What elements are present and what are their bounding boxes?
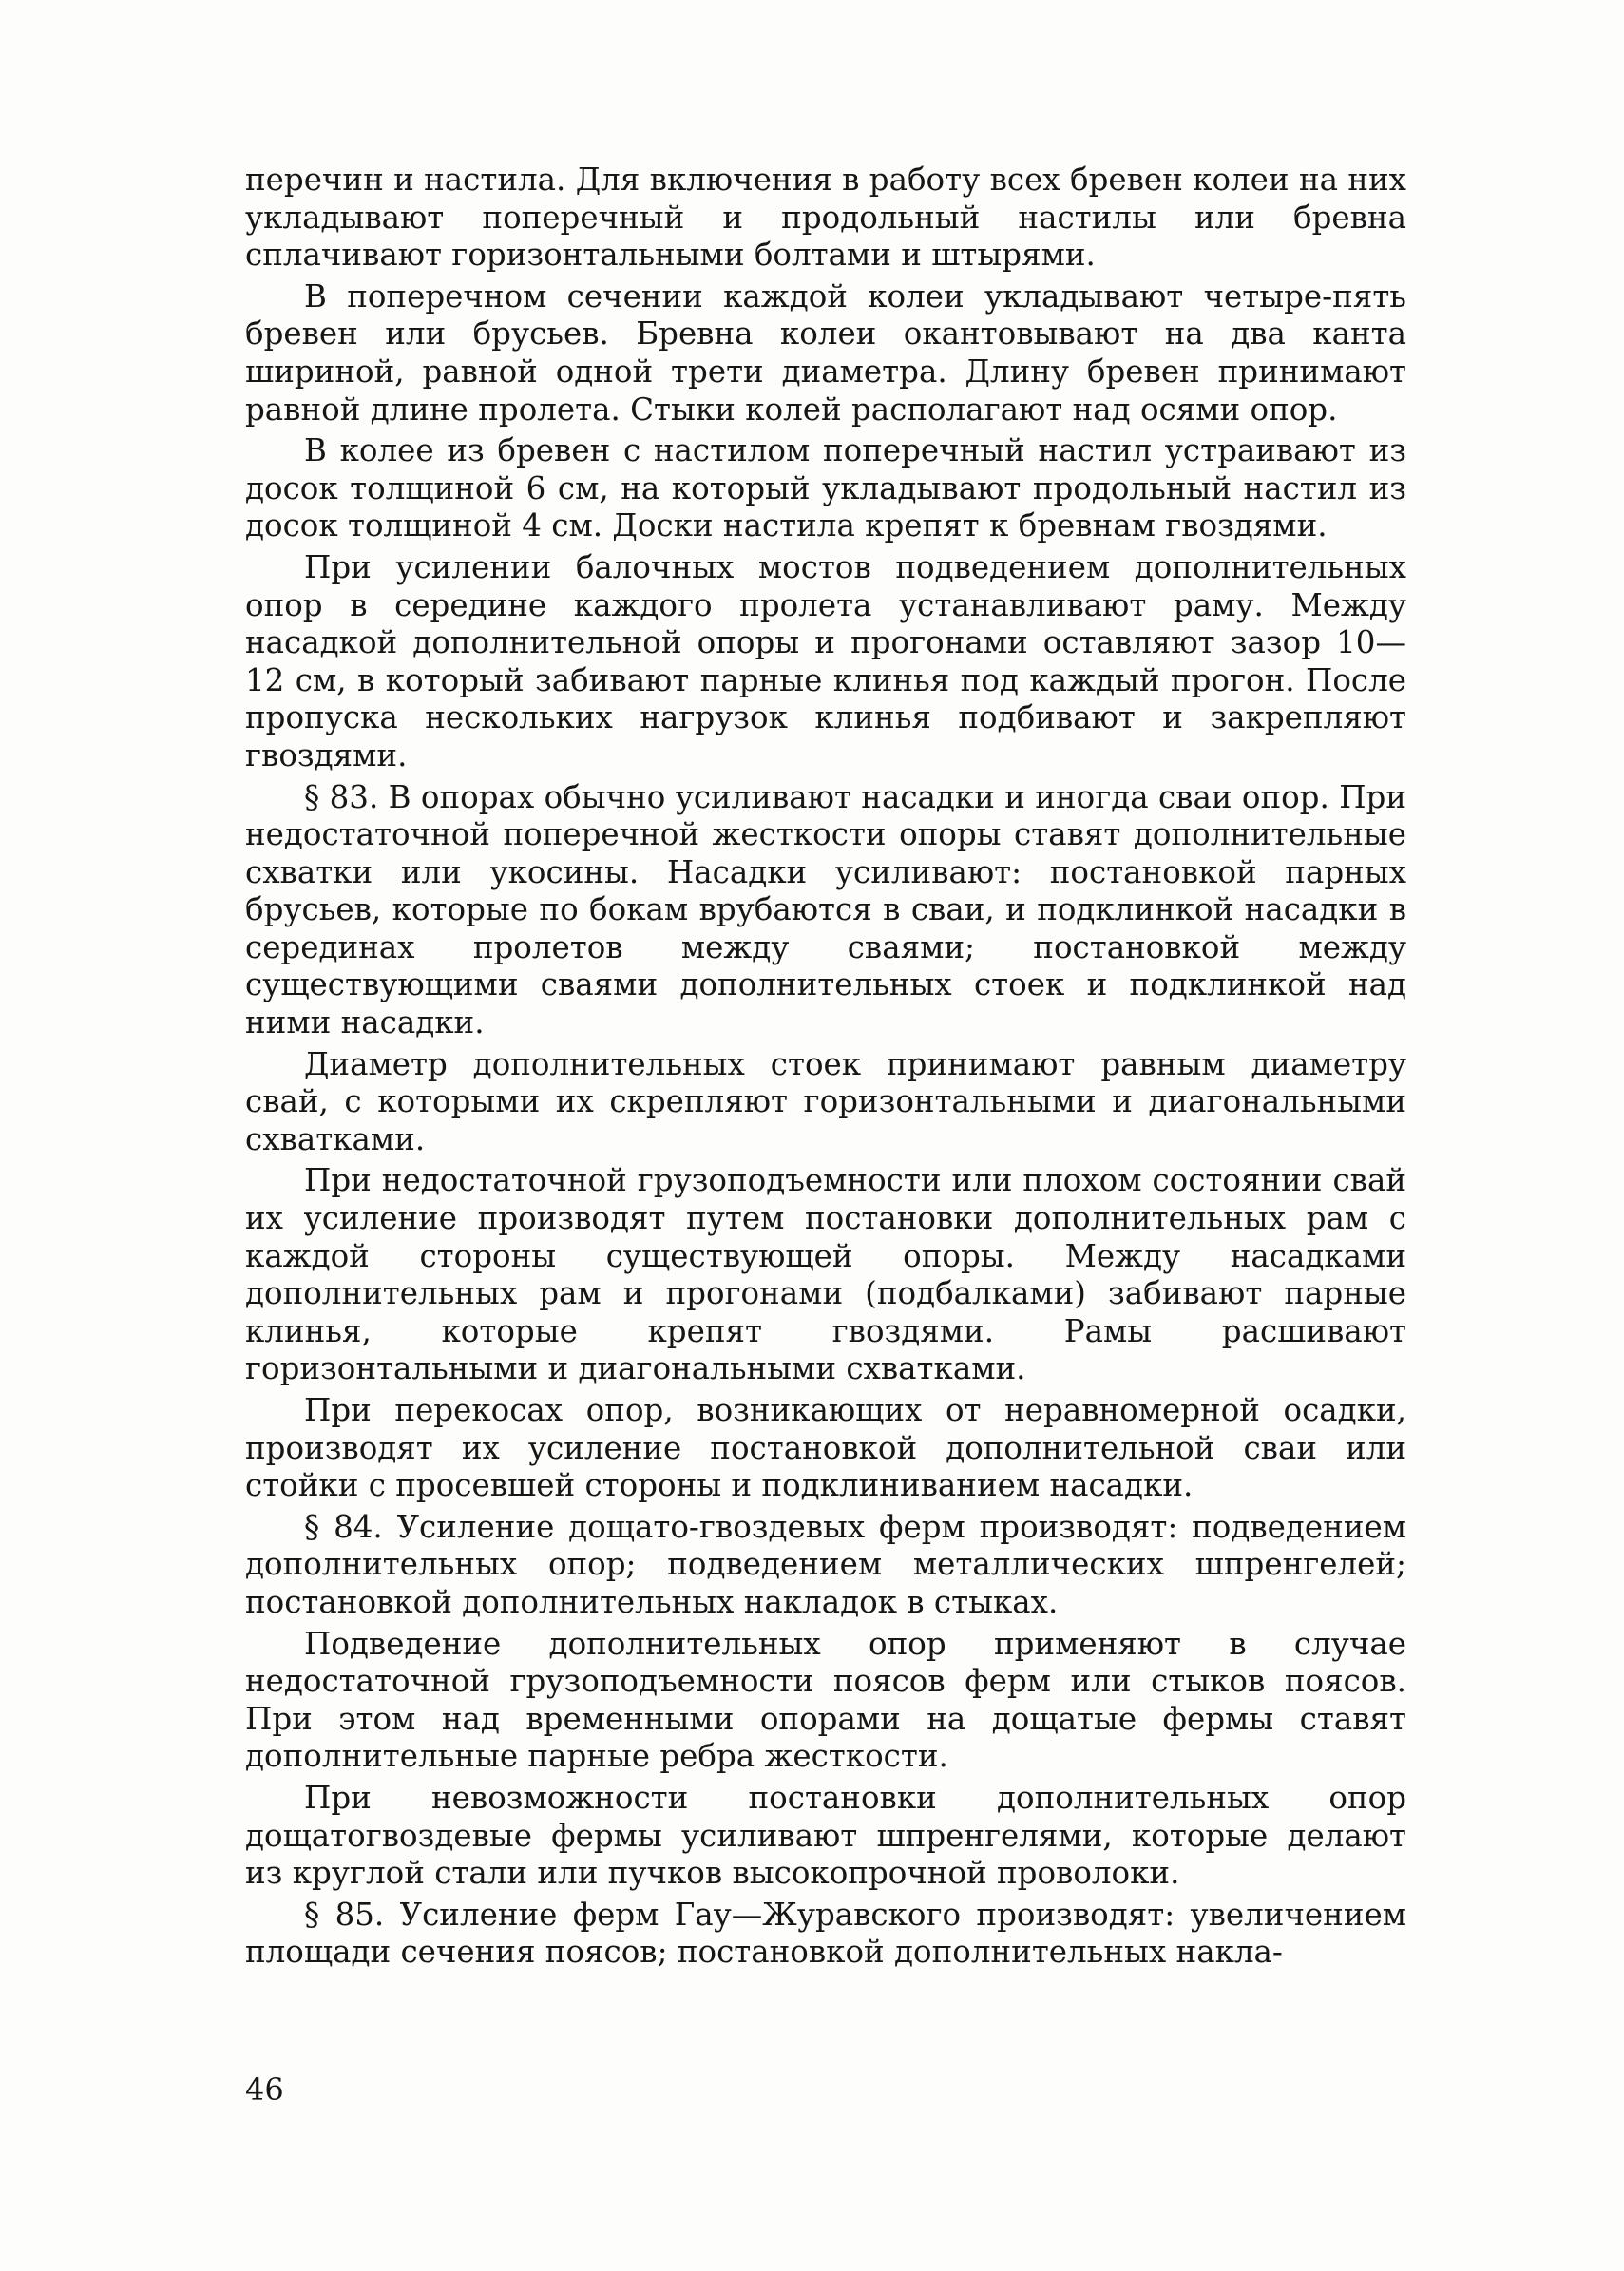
paragraph-section-85: § 85. Усиление ферм Гау—Журавского производят: увеличением площади сечения поясов; постановкой дополнительных накла-: [245, 1896, 1406, 1971]
body-text: [245, 162, 1406, 1975]
paragraph: Диаметр дополнительных стоек принимают равным диаметру свай, с которыми их скрепляют горизонтальными и диагональными схватками.: [245, 1045, 1406, 1157]
paragraph: В колее из бревен с настилом поперечный настил устраивают из досок толщиной 6 см, на который укладывают продольный настил из досок толщиной 4 см. Доски настила крепят к бревнам гвоздями.: [245, 432, 1406, 544]
page-number: 46: [245, 2071, 284, 2108]
paragraph: При перекосах опор, возникающих от неравномерной осадки, производят их усиление постановкой дополнительной сваи или стойки с просевшей стороны и подклиниванием насадки.: [245, 1392, 1406, 1504]
paragraph: В поперечном сечении каждой колеи укладывают четыре-пять бревен или брусьев. Бревна колеи окантовывают на два канта шириной, равной одной трети диаметра. Длину бревен принимают равной длине пролета. Стыки колей располагают над осями опор.: [245, 277, 1406, 428]
paragraph: При усилении балочных мостов подведением дополнительных опор в середине каждого пролета устанавливают раму. Между насадкой дополнительной опоры и прогонами оставляют зазор 10—12 см, в который забивают парные клинья под каждый прогон. После пропуска нескольких нагрузок клинья подбивают и закрепляют гвоздями.: [245, 548, 1406, 773]
paragraph: При невозможности постановки дополнительных опор дощатогвоздевые фермы усиливают шпренгелями, которые делают из круглой стали или пучков высокопрочной проволоки.: [245, 1779, 1406, 1892]
paragraph: Подведение дополнительных опор применяют в случае недостаточной грузоподъемности поясов ферм или стыков поясов. При этом над временными опорами на дощатые фермы ставят дополнительные парные ребра жесткости.: [245, 1625, 1406, 1775]
paragraph: При недостаточной грузоподъемности или плохом состоянии свай их усиление производят путем постановки дополнительных рам с каждой стороны существующей опоры. Между насадками дополнительных рам и прогонами (подбалками) забивают парные клинья, которые крепят гвоздями. Рамы расшивают горизонтальными и диагональными схватками.: [245, 1162, 1406, 1387]
paragraph-section-83: § 83. В опорах обычно усиливают насадки и иногда сваи опор. При недостаточной поперечной жесткости опоры ставят дополнительные схватки или укосины. Насадки усиливают: постановкой парных брусьев, которые по бокам врубаются в сваи, и подклинкой насадки в серединах пролетов между сваями; постановкой между существующими сваями дополнительных стоек и подклинкой над ними насадки.: [245, 778, 1406, 1041]
paragraph: перечин и настила. Для включения в работу всех бревен колеи на них укладывают поперечный и продольный настилы или бревна сплачивают горизонтальными болтами и штырями.: [245, 162, 1406, 274]
paragraph-section-84: § 84. Усиление дощато-гвоздевых ферм производят: подведением дополнительных опор; подведением металлических шпренгелей; постановкой дополнительных накладок в стыках.: [245, 1508, 1406, 1620]
